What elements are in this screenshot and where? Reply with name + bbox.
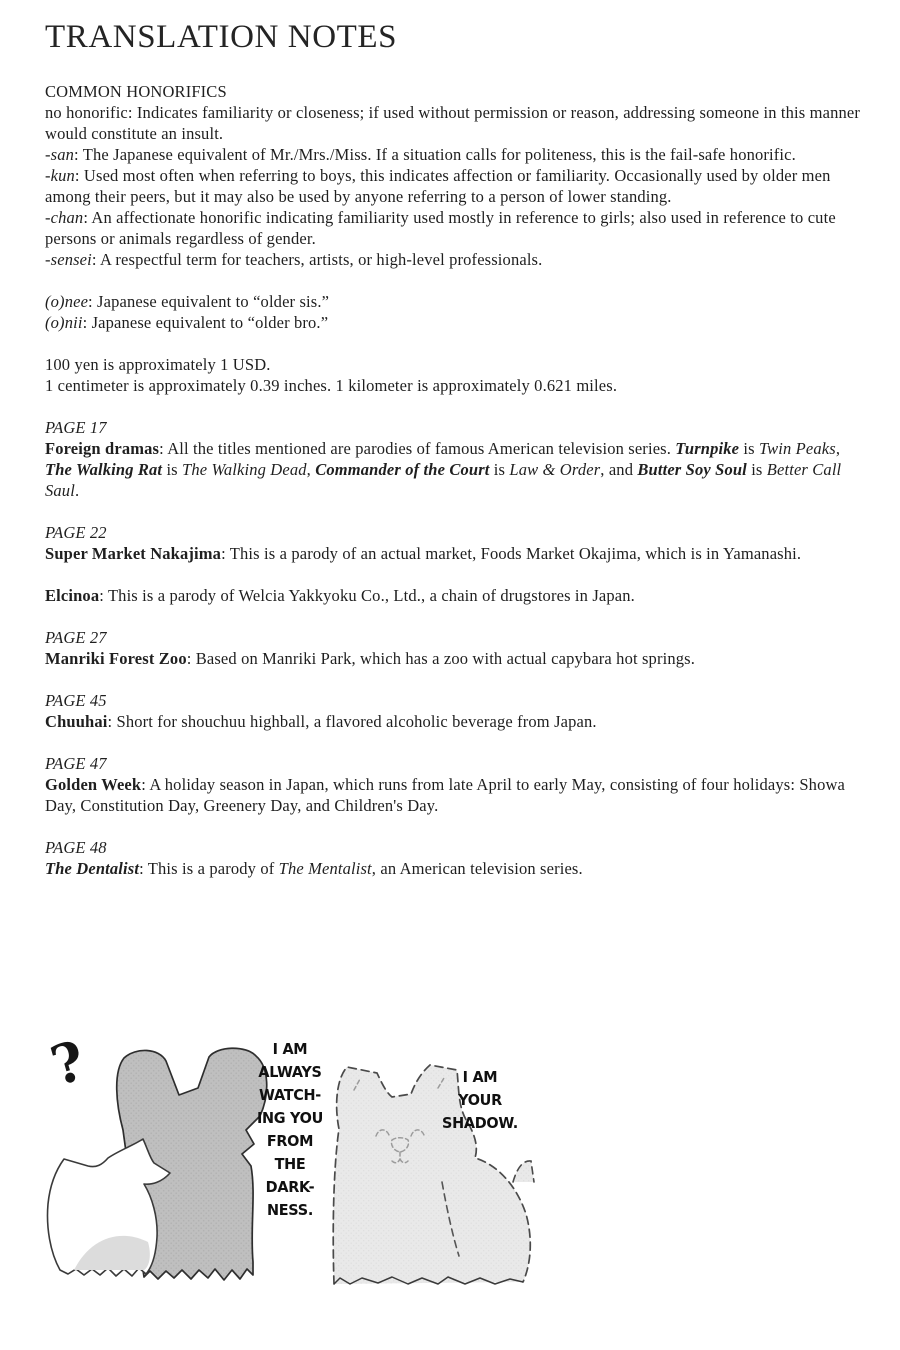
text-segment: -chan bbox=[45, 208, 84, 227]
text-segment: : A respectful term for teachers, artists, or high-level professionals. bbox=[91, 250, 543, 269]
text-segment: : An affectionate honorific indicating familiarity used mostly in reference to girls; also used in reference to cute persons or animals regardless of gender. bbox=[45, 208, 836, 248]
text-segment: PAGE 45 bbox=[45, 691, 107, 710]
text-segment: : All the titles mentioned are parodies of famous American television series. bbox=[159, 439, 676, 458]
text-segment: . bbox=[74, 481, 80, 500]
text-segment: The Walking Dead bbox=[182, 460, 307, 479]
speech-line: I AM bbox=[462, 1068, 498, 1086]
speech-line: ING YOU bbox=[256, 1109, 324, 1127]
paragraph-elcinoa bbox=[45, 585, 860, 606]
paragraph-page-48 bbox=[45, 837, 860, 879]
text-segment: : This is a parody of Welcia Yakkyoku Co., Ltd., a chain of drugstores in Japan. bbox=[99, 586, 635, 605]
speech-line: THE bbox=[274, 1155, 306, 1173]
text-segment: PAGE 47 bbox=[45, 754, 107, 773]
text-segment: 1 centimeter is approximately 0.39 inches. 1 kilometer is approximately 0.621 miles. bbox=[45, 376, 618, 395]
paragraph-page-47 bbox=[45, 753, 860, 816]
speech-darkness bbox=[242, 1038, 338, 1222]
text-segment: Commander of the Court bbox=[315, 460, 490, 479]
speech-line: ALWAYS bbox=[258, 1063, 322, 1081]
text-segment: Elcinoa bbox=[45, 586, 100, 605]
paragraph-page-22 bbox=[45, 522, 860, 564]
text-segment: The Walking Rat bbox=[45, 460, 163, 479]
paragraph-page-27 bbox=[45, 627, 860, 669]
speech-line: SHADOW. bbox=[442, 1114, 518, 1132]
text-segment: Super Market Nakajima bbox=[45, 544, 222, 563]
speech-line: DARK- bbox=[265, 1178, 315, 1196]
page-title: TRANSLATION NOTES bbox=[45, 19, 398, 55]
text-segment: Better Call Saul bbox=[45, 460, 842, 500]
text-segment: PAGE 17 bbox=[45, 418, 107, 437]
text-segment: : A holiday season in Japan, which runs from late April to early May, consisting of four holidays: Showa Day, Constitution Day, Greenery Day, and Children's Day. bbox=[45, 775, 846, 815]
text-segment: -kun bbox=[45, 166, 75, 185]
text-segment: PAGE 27 bbox=[45, 628, 107, 647]
text-segment: (o)nii bbox=[45, 313, 83, 332]
text-segment: Manriki Forest Zoo bbox=[45, 649, 187, 668]
text-segment: : Japanese equivalent to “older sis.” bbox=[88, 292, 330, 311]
text-segment: Twin Peaks bbox=[759, 439, 836, 458]
text-segment: is bbox=[739, 439, 760, 458]
question-mark: ? bbox=[43, 1027, 92, 1099]
text-segment: no honorific: Indicates familiarity or closeness; if used without permission or reason, addressing someone in this manner would constitute an insult. bbox=[45, 103, 861, 143]
text-segment: : Based on Manriki Park, which has a zoo with actual capybara hot springs. bbox=[186, 649, 695, 668]
text-segment: The Dentalist bbox=[45, 859, 140, 878]
paragraph-page-45 bbox=[45, 690, 860, 732]
text-segment: 100 yen is approximately 1 USD. bbox=[45, 355, 271, 374]
text-segment: , an American television series. bbox=[371, 859, 583, 878]
text-segment: : Japanese equivalent to “older bro.” bbox=[82, 313, 329, 332]
notes-body bbox=[45, 81, 860, 879]
text-segment: : This is a parody of bbox=[139, 859, 279, 878]
text-segment: (o)nee bbox=[45, 292, 89, 311]
speech-line: FROM bbox=[266, 1132, 314, 1150]
text-segment: is bbox=[746, 460, 767, 479]
text-segment: Law & Order bbox=[509, 460, 601, 479]
text-segment: is bbox=[489, 460, 510, 479]
speech-shadow bbox=[432, 1066, 528, 1135]
text-segment: : The Japanese equivalent of Mr./Mrs./Miss. If a situation calls for politeness, this is the fail-safe honorific. bbox=[74, 145, 796, 164]
paragraph-conversions bbox=[45, 354, 860, 396]
illustration bbox=[40, 1027, 550, 1307]
paragraph-page-17 bbox=[45, 417, 860, 501]
speech-line: YOUR bbox=[458, 1091, 502, 1109]
text-segment: PAGE 48 bbox=[45, 838, 107, 857]
text-segment: Butter Soy Soul bbox=[637, 460, 747, 479]
paragraph-common-honorifics bbox=[45, 81, 860, 270]
text-segment: -san bbox=[45, 145, 75, 164]
text-segment: , bbox=[835, 439, 841, 458]
text-segment: : This is a parody of an actual market, Foods Market Okajima, which is in Yamanashi. bbox=[221, 544, 802, 563]
paragraph-nee-nii bbox=[45, 291, 860, 333]
text-segment: , and bbox=[600, 460, 638, 479]
text-segment: -sensei bbox=[45, 250, 92, 269]
text-segment: is bbox=[162, 460, 183, 479]
text-segment: COMMON HONORIFICS bbox=[45, 82, 227, 101]
speech-line: I AM bbox=[272, 1040, 308, 1058]
text-segment: Turnpike bbox=[675, 439, 740, 458]
text-segment: : Short for shouchuu highball, a flavored alcoholic beverage from Japan. bbox=[107, 712, 597, 731]
text-segment: , bbox=[306, 460, 316, 479]
text-segment: PAGE 22 bbox=[45, 523, 107, 542]
text-segment: Foreign dramas bbox=[45, 439, 160, 458]
text-segment: Chuuhai bbox=[45, 712, 108, 731]
text-segment: : Used most often when referring to boys, this indicates affection or familiarity. Occasionally used by older men among their peers, but it may also be used by anyone referring to a person of lower standing. bbox=[45, 166, 831, 206]
text-segment: Golden Week bbox=[45, 775, 142, 794]
shadow-animal-tail bbox=[513, 1161, 534, 1182]
speech-line: WATCH- bbox=[259, 1086, 321, 1104]
speech-line: NESS. bbox=[266, 1201, 314, 1219]
text-segment: The Mentalist bbox=[278, 859, 372, 878]
